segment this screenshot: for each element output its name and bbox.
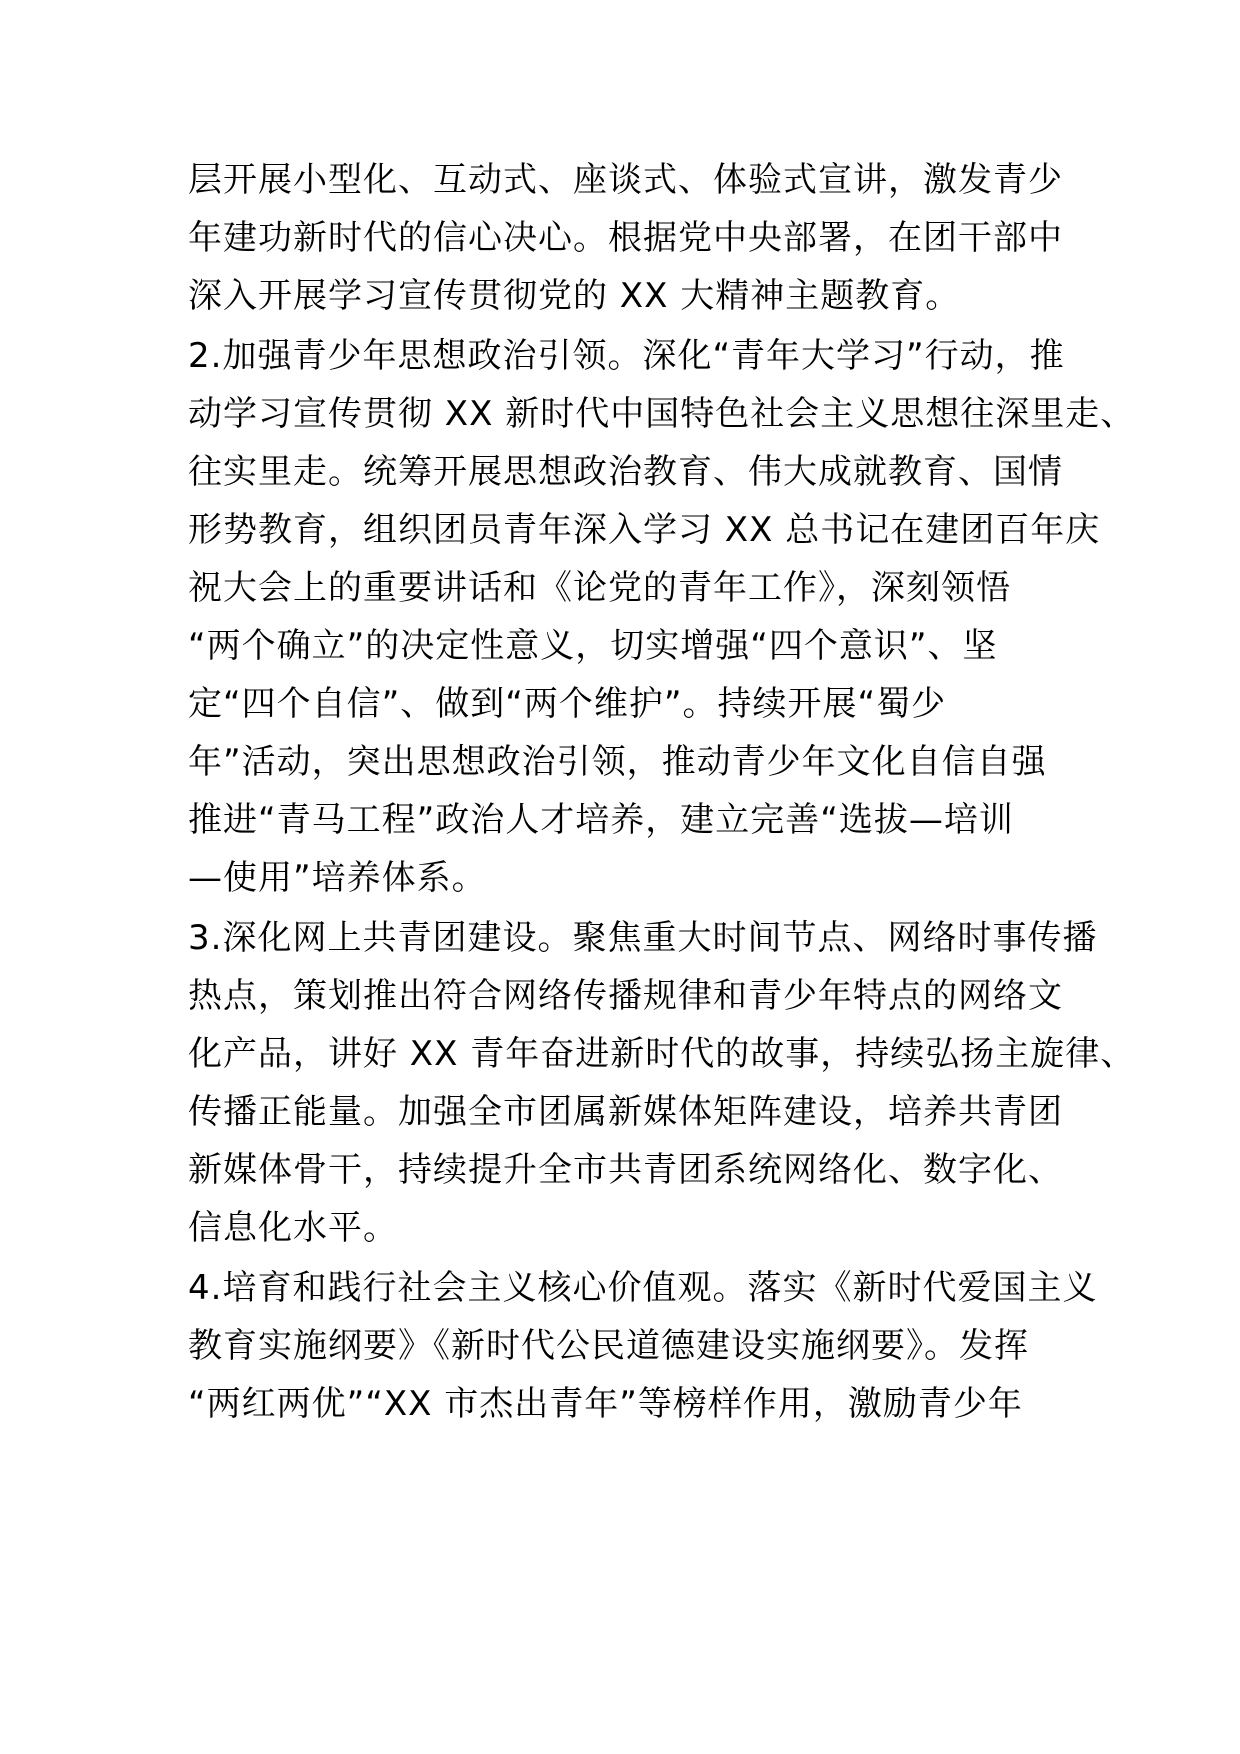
text-line: 定“四个自信”、做到“两个维护”。持续开展“蜀少 xyxy=(188,684,947,724)
text-line: 新媒体骨干，持续提升全市共青团系统网络化、数字化、 xyxy=(188,1150,1063,1190)
text-line: 年建功新时代的信心决心。根据党中央部署，在团干部中 xyxy=(188,218,1063,258)
text-line: “两个确立”的决定性意义，切实增强“四个意识”、坚 xyxy=(188,626,998,666)
text-line: 年”活动，突出思想政治引领，推动青少年文化自信自强 xyxy=(188,742,1047,782)
text-line: “两红两优”“XX 市杰出青年”等榜样作用，激励青少年 xyxy=(188,1384,1023,1424)
text-line: 祝大会上的重要讲话和《论党的青年工作》，深刻领悟 xyxy=(188,568,1011,608)
text-line: 传播正能量。加强全市团属新媒体矩阵建设，培养共青团 xyxy=(188,1092,1063,1132)
text-line: 形势教育，组织团员青年深入学习 XX 总书记在建团百年庆 xyxy=(188,510,1101,550)
text-line: 推进“青马工程”政治人才培养，建立完善“选拔—培训 xyxy=(188,800,1014,840)
text-line: 深入开展学习宣传贯彻党的 XX 大精神主题教育。 xyxy=(188,276,961,316)
text-line: 2.加强青少年思想政治引领。深化“青年大学习”行动，推 xyxy=(188,336,1065,376)
text-line: 化产品，讲好 XX 青年奋进新时代的故事，持续弘扬主旋律、 xyxy=(188,1034,1136,1074)
text-line: —使用”培养体系。 xyxy=(188,858,487,898)
text-line: 热点，策划推出符合网络传播规律和青少年特点的网络文 xyxy=(188,976,1063,1016)
text-line: 3.深化网上共青团建设。聚焦重大时间节点、网络时事传播 xyxy=(188,918,1098,958)
text-line: 教育实施纲要》《新时代公民道德建设实施纲要》。发挥 xyxy=(188,1326,1029,1366)
text-line: 4.培育和践行社会主义核心价值观。落实《新时代爱国主义 xyxy=(188,1268,1098,1308)
text-line: 信息化水平。 xyxy=(188,1208,398,1248)
text-line: 动学习宣传贯彻 XX 新时代中国特色社会主义思想往深里走、 xyxy=(188,394,1136,434)
text-line: 往实里走。统筹开展思想政治教育、伟大成就教育、国情 xyxy=(188,452,1063,492)
text-line: 层开展小型化、互动式、座谈式、体验式宣讲，激发青少 xyxy=(188,160,1063,200)
